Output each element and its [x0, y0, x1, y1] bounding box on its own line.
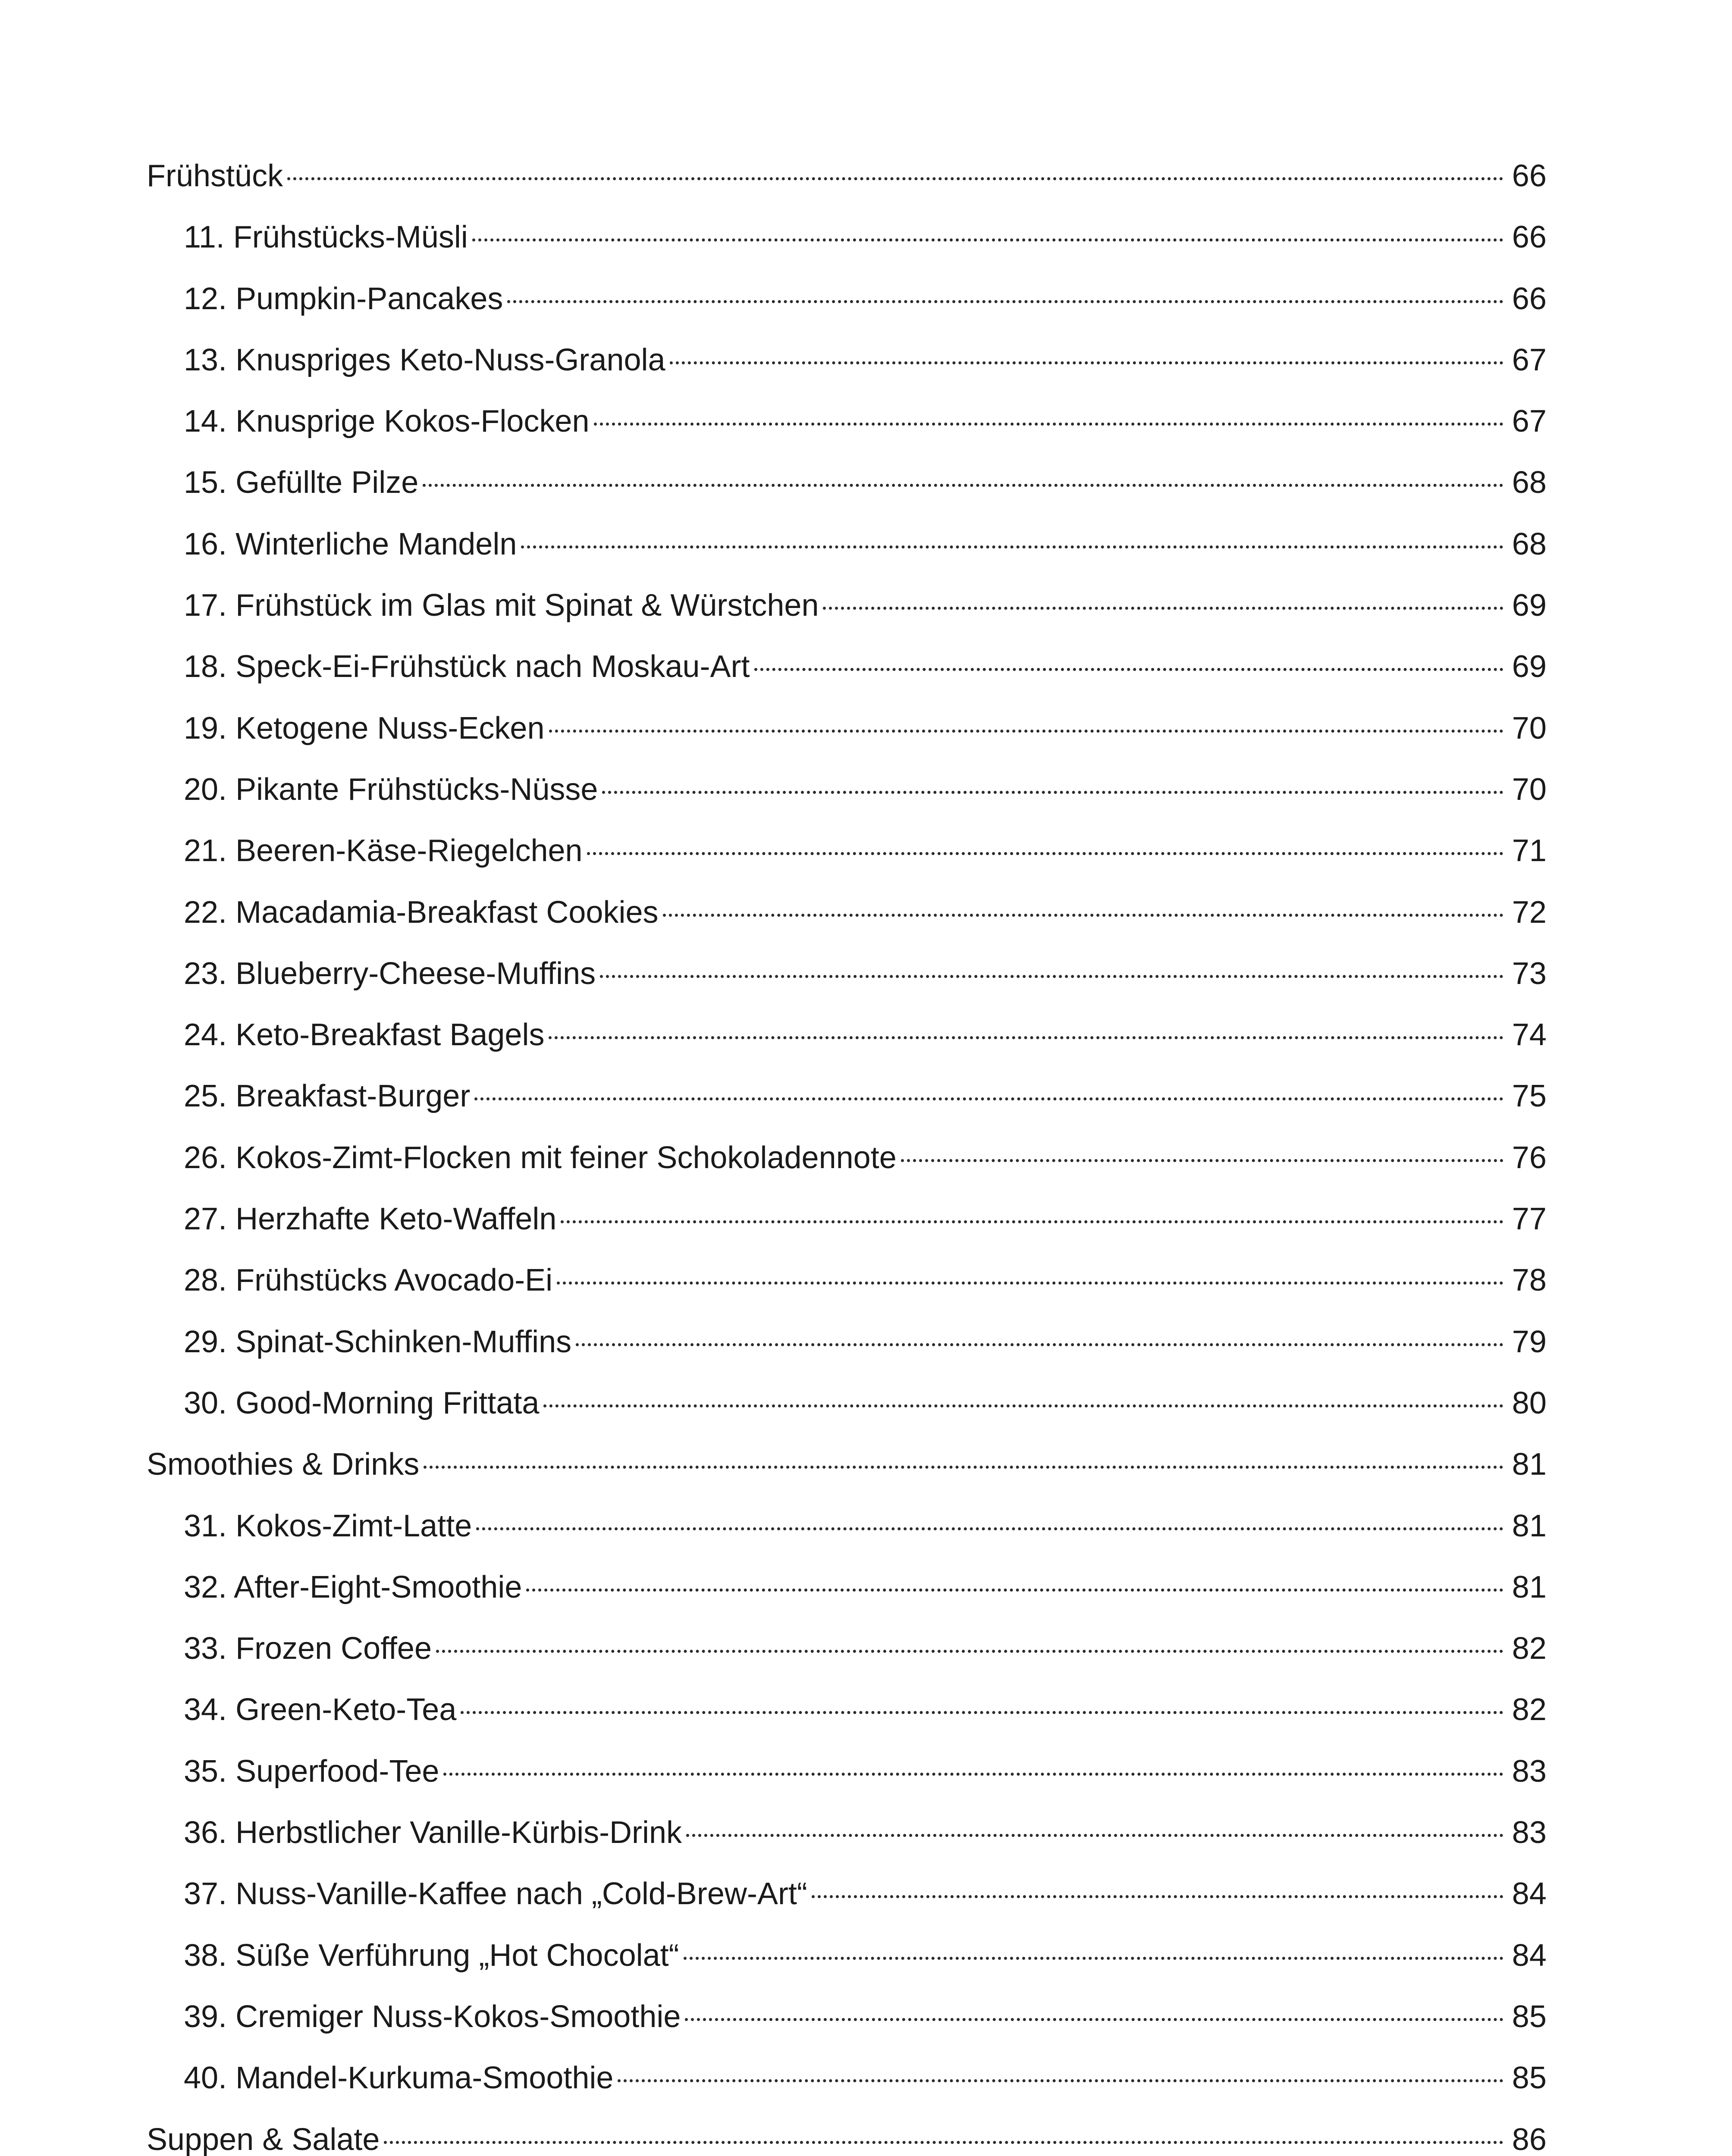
- toc-entry[interactable]: [147, 1751, 1547, 1812]
- dot-leader: [754, 646, 1504, 677]
- dot-leader: [461, 1689, 1503, 1720]
- toc-page-number: 81: [1512, 1508, 1547, 1543]
- toc-entry-title: 28. Frühstücks Avocado-Ei: [184, 1263, 553, 1298]
- toc-page-number: 72: [1512, 895, 1547, 930]
- toc-page-number: 70: [1512, 711, 1547, 746]
- toc-entry-title: 18. Speck-Ei-Frühstück nach Moskau-Art: [184, 649, 750, 684]
- toc-page-number: 82: [1512, 1692, 1547, 1727]
- toc-entry-title: 13. Knuspriges Keto-Nuss-Granola: [184, 342, 665, 377]
- toc-page-number: 78: [1512, 1263, 1547, 1298]
- toc-page-number: 86: [1512, 2122, 1547, 2156]
- toc-entry-title: 32. After-Eight-Smoothie: [184, 1570, 522, 1604]
- toc-section-title: Smoothies & Drinks: [147, 1447, 420, 1482]
- toc-entry-title: 20. Pikante Frühstücks-Nüsse: [184, 772, 598, 807]
- toc-section-heading[interactable]: [147, 2119, 1547, 2156]
- toc-entry[interactable]: [147, 953, 1547, 1014]
- toc-entry[interactable]: [147, 1567, 1547, 1628]
- toc-page-number: 71: [1512, 834, 1547, 868]
- dot-leader: [663, 892, 1504, 923]
- toc-entry-title: 23. Blueberry-Cheese-Muffins: [184, 956, 596, 991]
- toc-entry[interactable]: [147, 1137, 1547, 1198]
- toc-entry-title: 14. Knusprige Kokos-Flocken: [184, 404, 590, 439]
- dot-leader: [472, 216, 1503, 248]
- toc-page-number: 73: [1512, 956, 1547, 991]
- toc-entry-title: 34. Green-Keto-Tea: [184, 1692, 457, 1727]
- toc-page-number: 81: [1512, 1570, 1547, 1604]
- toc-entry[interactable]: [147, 830, 1547, 891]
- dot-leader: [287, 155, 1503, 186]
- dot-leader: [507, 278, 1503, 309]
- toc-entry-title: 38. Süße Verführung „Hot Chocolat“: [184, 1938, 679, 1973]
- toc-entry[interactable]: [147, 1996, 1547, 2057]
- toc-entry-title: 25. Breakfast-Burger: [184, 1079, 471, 1114]
- dot-leader: [436, 1628, 1503, 1659]
- toc-entry[interactable]: [147, 892, 1547, 953]
- dot-leader: [549, 708, 1503, 739]
- toc-entry[interactable]: [147, 769, 1547, 830]
- toc-entry[interactable]: [147, 708, 1547, 769]
- dot-leader: [670, 339, 1503, 370]
- dot-leader: [587, 830, 1503, 861]
- toc-page-number: 84: [1512, 1938, 1547, 1973]
- toc-entry-title: 35. Superfood-Tee: [184, 1754, 439, 1789]
- toc-entry-title: 19. Ketogene Nuss-Ecken: [184, 711, 545, 746]
- toc-page-number: 70: [1512, 772, 1547, 807]
- toc-entry[interactable]: [147, 1812, 1547, 1873]
- toc-page-number: 85: [1512, 2061, 1547, 2096]
- toc-page-number: 69: [1512, 588, 1547, 623]
- toc-entry-title: 24. Keto-Breakfast Bagels: [184, 1018, 545, 1053]
- dot-leader: [685, 1996, 1503, 2027]
- toc-page-number: 68: [1512, 526, 1547, 561]
- toc-page-number: 66: [1512, 220, 1547, 255]
- dot-leader: [618, 2057, 1503, 2088]
- toc-entry[interactable]: [147, 401, 1547, 462]
- toc-entry-title: 29. Spinat-Schinken-Muffins: [184, 1324, 572, 1359]
- dot-leader: [576, 1321, 1503, 1352]
- toc-entry-title: 21. Beeren-Käse-Riegelchen: [184, 834, 583, 868]
- toc-page-number: 66: [1512, 159, 1547, 193]
- table-of-contents: [147, 155, 1547, 2156]
- dot-leader: [602, 769, 1503, 800]
- toc-entry-title: 37. Nuss-Vanille-Kaffee nach „Cold-Brew-Art“: [184, 1877, 807, 1912]
- toc-entry[interactable]: [147, 1935, 1547, 1996]
- toc-page-number: 83: [1512, 1754, 1547, 1789]
- toc-page-number: 69: [1512, 649, 1547, 684]
- toc-page-number: 79: [1512, 1324, 1547, 1359]
- toc-page-number: 66: [1512, 281, 1547, 316]
- toc-entry[interactable]: [147, 1628, 1547, 1689]
- toc-entry[interactable]: [147, 339, 1547, 401]
- toc-entry-title: 26. Kokos-Zimt-Flocken mit feiner Schokoladennote: [184, 1140, 897, 1175]
- toc-entry[interactable]: [147, 523, 1547, 585]
- toc-section-title: Frühstück: [147, 159, 283, 193]
- toc-entry[interactable]: [147, 1014, 1547, 1075]
- dot-leader: [521, 523, 1503, 555]
- toc-section-title: Suppen & Salate: [147, 2122, 380, 2156]
- toc-entry[interactable]: [147, 462, 1547, 523]
- dot-leader: [600, 953, 1503, 984]
- toc-page-number: 84: [1512, 1877, 1547, 1912]
- dot-leader: [543, 1382, 1503, 1413]
- toc-entry[interactable]: [147, 1505, 1547, 1567]
- toc-page-number: 68: [1512, 465, 1547, 500]
- toc-page-number: 85: [1512, 1999, 1547, 2034]
- dot-leader: [557, 1260, 1503, 1291]
- dot-leader: [686, 1812, 1503, 1843]
- toc-entry[interactable]: [147, 1382, 1547, 1444]
- dot-leader: [474, 1075, 1503, 1106]
- toc-page-number: 82: [1512, 1631, 1547, 1666]
- toc-entry-title: 31. Kokos-Zimt-Latte: [184, 1508, 472, 1543]
- dot-leader: [901, 1137, 1503, 1168]
- toc-section-heading[interactable]: [147, 155, 1547, 216]
- toc-section-heading[interactable]: [147, 1444, 1547, 1505]
- dot-leader: [443, 1751, 1503, 1782]
- dot-leader: [594, 401, 1504, 432]
- dot-leader: [424, 1444, 1503, 1475]
- toc-entry[interactable]: [147, 1075, 1547, 1137]
- toc-entry-title: 15. Gefüllte Pilze: [184, 465, 419, 500]
- toc-page-number: 76: [1512, 1140, 1547, 1175]
- toc-entry[interactable]: [147, 1198, 1547, 1260]
- toc-entry[interactable]: [147, 278, 1547, 339]
- toc-entry-title: 33. Frozen Coffee: [184, 1631, 432, 1666]
- toc-entry-title: 39. Cremiger Nuss-Kokos-Smoothie: [184, 1999, 681, 2034]
- dot-leader: [561, 1198, 1503, 1229]
- toc-entry-title: 11. Frühstücks-Müsli: [184, 220, 468, 255]
- toc-entry[interactable]: [147, 585, 1547, 646]
- toc-page-number: 77: [1512, 1202, 1547, 1237]
- toc-entry-title: 16. Winterliche Mandeln: [184, 526, 517, 561]
- toc-entry[interactable]: [147, 2057, 1547, 2118]
- dot-leader: [384, 2119, 1503, 2150]
- toc-page-number: 67: [1512, 404, 1547, 439]
- dot-leader: [684, 1935, 1503, 1966]
- toc-page-number: 75: [1512, 1079, 1547, 1114]
- toc-entry-title: 12. Pumpkin-Pancakes: [184, 281, 503, 316]
- toc-entry[interactable]: [147, 1873, 1547, 1934]
- dot-leader: [476, 1505, 1503, 1536]
- toc-entry[interactable]: [147, 1689, 1547, 1750]
- toc-entry-title: 36. Herbstlicher Vanille-Kürbis-Drink: [184, 1815, 682, 1850]
- toc-entry-title: 40. Mandel-Kurkuma-Smoothie: [184, 2061, 614, 2096]
- dot-leader: [423, 462, 1503, 493]
- toc-entry-title: 22. Macadamia-Breakfast Cookies: [184, 895, 659, 930]
- dot-leader: [549, 1014, 1503, 1045]
- toc-entry-title: 17. Frühstück im Glas mit Spinat & Würstchen: [184, 588, 819, 623]
- toc-entry-title: 30. Good-Morning Frittata: [184, 1385, 540, 1420]
- dot-leader: [812, 1873, 1503, 1904]
- toc-entry[interactable]: [147, 646, 1547, 707]
- toc-page-number: 74: [1512, 1018, 1547, 1053]
- toc-page-number: 67: [1512, 342, 1547, 377]
- toc-page-number: 81: [1512, 1447, 1547, 1482]
- dot-leader: [823, 585, 1503, 616]
- toc-entry-title: 27. Herzhafte Keto-Waffeln: [184, 1202, 557, 1237]
- toc-page-number: 83: [1512, 1815, 1547, 1850]
- toc-page-number: 80: [1512, 1385, 1547, 1420]
- toc-entry[interactable]: [147, 1321, 1547, 1382]
- toc-entry[interactable]: [147, 216, 1547, 278]
- toc-entry[interactable]: [147, 1260, 1547, 1321]
- dot-leader: [526, 1567, 1503, 1598]
